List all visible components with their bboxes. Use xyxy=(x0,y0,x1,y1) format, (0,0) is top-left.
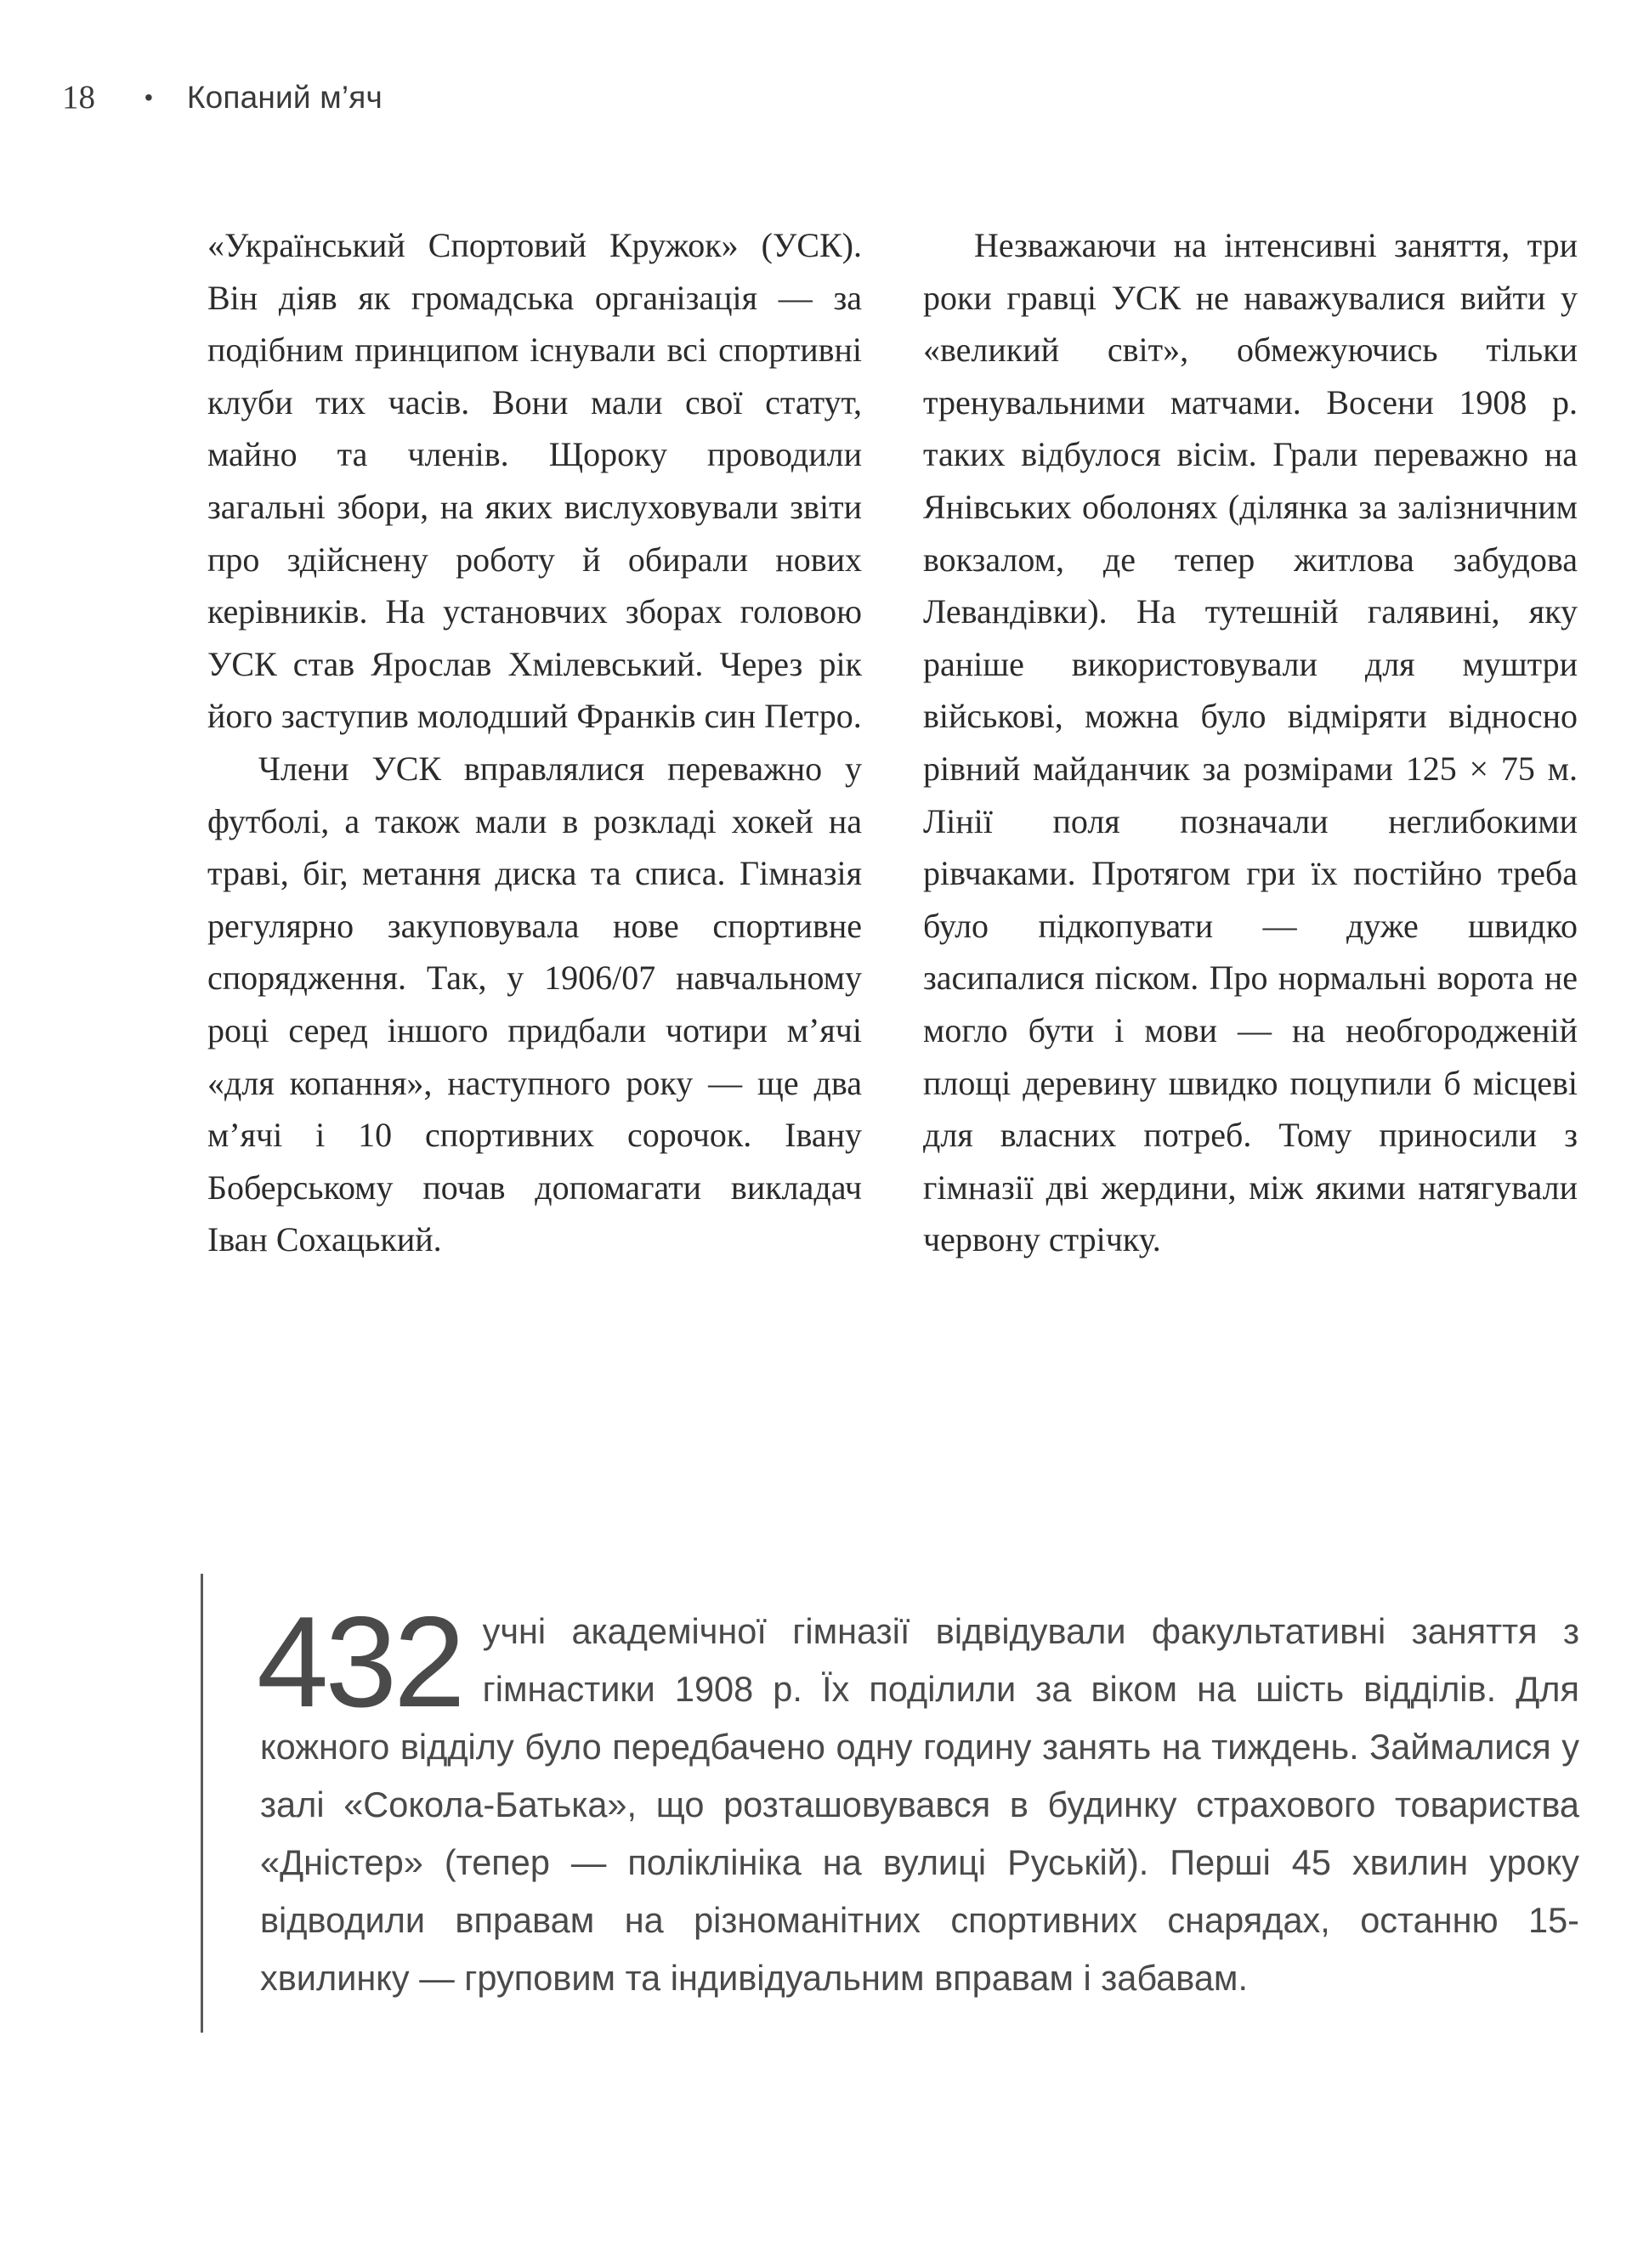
left-paragraph-2: Члени УСК вправлялися переважно у футболі, а також мали в розкладі хокей на траві, біг, метання диска та списа. Гімназія регулярно закуповувала нове спортивне спорядження. Так, у 1906/07 навчальному році серед іншого придбали чотири м’ячі «для копання», наступного року — ще два м’ячі і 10 спортивних сорочок. Івану Боберському почав допомагати викладач Іван Сохацький. xyxy=(207,749,862,1259)
fact-box xyxy=(201,1574,1579,2033)
fact-text: учні академічної гімназії відвідували факультативні заняття з гімнастики 1908 р. Їх поділили за віком на шість відділів. Для кожного відділу було передбачено одну годину занять на тиждень. Займалися у залі «Сокола-Батька», що розташовувався в будинку страхового товариства «Дністер» (тепер — поліклініка на вулиці Руській). Перші 45 хвилин уроку відводили вправам на різноманітних спортивних снарядах, останню 15-хвилинку — груповим та індивідуальним вправам і забавам. xyxy=(260,1611,1579,1998)
body-columns xyxy=(207,219,1578,1266)
right-paragraph-1: Незважаючи на інтенсивні заняття, три роки гравці УСК не наважувалися вийти у «великий світ», обмежуючись тільки тренувальними матчами. Восени 1908 р. таких відбулося вісім. Грали переважно на Янівських оболонях (ділянка за залізничним вокзалом, де тепер житлова забудова Левандівки). На тутешній галявині, яку раніше використовували для муштри військові, можна було відміряти відносно рівний майданчик за розмірами 125 × 75 м. Лінії поля позначали неглибокими рівчаками. Протягом гри їх постійно треба було підкопувати — дуже швидко засипалися піском. Про нормальні ворота не могло бути і мови — на необгородженій площі деревину швидко поцупили б місцеві для власних потреб. Тому приносили з гімназії дві жердини, між якими натягували червону стрічку. xyxy=(923,226,1578,1259)
left-column xyxy=(207,219,862,1266)
fact-box-rule xyxy=(201,1574,203,2033)
running-header xyxy=(62,75,382,121)
fact-box-text-block xyxy=(257,1590,1579,2007)
left-paragraph-1: «Український Спортовий Кружок» (УСК). Він діяв як громадська організація — за подібним принципом існували всі спортивні клуби тих часів. Вони мали свої статут, майно та членів. Щороку проводили загальні збори, на яких вислуховували звіти про здійснену роботу й обирали нових керівників. На установчих зборах головою УСК став Ярослав Хмілевський. Через рік його заступив молодший Франків син Петро. xyxy=(207,226,862,736)
page-number: 18 xyxy=(62,79,95,116)
right-column xyxy=(923,219,1578,1266)
book-title: Копаний м’яч xyxy=(186,80,382,115)
header-bullet: • xyxy=(144,84,153,110)
fact-number: 432 xyxy=(257,1590,462,1734)
